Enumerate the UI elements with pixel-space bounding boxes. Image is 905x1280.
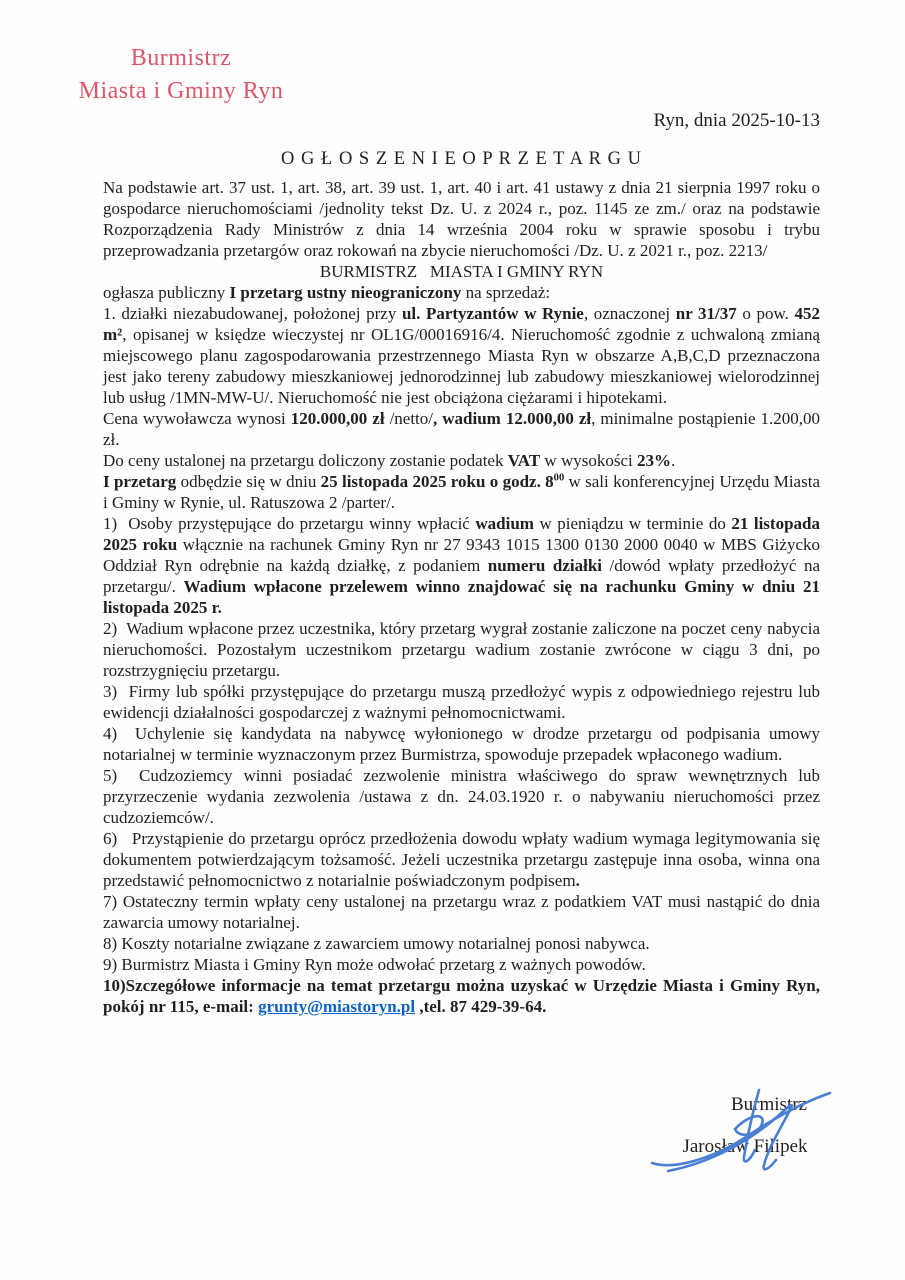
text-run: , oznaczonej: [583, 304, 676, 323]
superscript-text: 00: [553, 472, 565, 484]
text-run: Szczegółowe informacje na temat przetargu można uzyskać w Urzędzie Miasta i Gminy Ryn, pokój nr 115, e-mail:: [103, 976, 820, 1016]
document-paragraph: [103, 177, 820, 261]
text-run: Wadium wpłacone przelewem winno znajdować się na rachunku Gminy w dniu 21 listopada 2025 r.: [103, 577, 820, 617]
text-run: BURMISTRZ MIASTA I GMINY RYN: [319, 262, 604, 281]
document-paragraph: [103, 975, 820, 1017]
document-paragraph: [103, 765, 820, 828]
document-paragraph: [103, 471, 820, 513]
text-run: w wysokości: [540, 451, 637, 470]
text-run: 21 listopada 2025 roku: [103, 514, 820, 554]
text-run: włącznie na rachunek Gminy Ryn nr 27 9343 1015 1300 0130 2000 0040 w MBS Giżycko Oddział Ryn odrębnie na każdą działkę, z podaniem: [103, 535, 820, 575]
text-run: o pow.: [736, 304, 795, 323]
text-run: 1. działki niezabudowanej, położonej przy: [103, 304, 402, 323]
text-run: wadium: [475, 514, 534, 533]
text-run: ul. Partyzantów w Rynie: [401, 304, 584, 323]
document-body: [103, 177, 820, 1017]
text-run: 6) Przystąpienie do przetargu oprócz przedłożenia dowodu wpłaty wadium wymaga legitymowania się dokumentem potwierdzającym tożsamość. Jeżeli uczestnika przetargu zastępuje inna osoba, winna ona przedstawić pełnomocnictwo z notarialnie poświadczonym podpisem: [103, 829, 820, 890]
text-run: 5) Cudzoziemcy winni posiadać zezwolenie ministra właściwego do spraw wewnętrznych lub przyrzeczenie wydania zezwolenia /ustawa z dn. 24.03.1920 r. o nabywaniu nieruchomości przez cudzoziemców/.: [103, 766, 820, 827]
text-run: 10): [103, 976, 126, 995]
text-run: 4) Uchylenie się kandydata na nabywcę wyłonionego w drodze przetargu od podpisania umowy notarialnej w terminie wyznaczonym przez Burmistrza, spowoduje przepadek wpłaconego wadium.: [103, 724, 820, 764]
text-run: 8) Koszty notarialne związane z zawarciem umowy notarialnej ponosi nabywca.: [103, 934, 650, 953]
text-run: .: [670, 451, 676, 470]
document-paragraph: [103, 828, 820, 891]
text-run: 452 m²: [103, 304, 820, 344]
document-title: O G Ł O S Z E N I E O P R Z E T A R G U: [281, 149, 642, 169]
text-run: odbędzie się w dniu: [176, 472, 321, 491]
text-run: 120.000,00 zł: [290, 409, 385, 428]
signature-role: Burmistrz: [731, 1094, 807, 1115]
text-run: w sali konferencyjnej Urzędu Miasta i Gminy w Rynie, ul. Ratuszowa 2 /parter/.: [103, 472, 820, 512]
text-run: w pieniądzu w terminie do: [533, 514, 732, 533]
date-line: Ryn, dnia 2025-10-13: [653, 110, 820, 131]
text-run: 25 listopada 2025 roku o godz. 8: [320, 472, 554, 491]
document-paragraph: [103, 723, 820, 765]
document-paragraph: [103, 261, 820, 282]
letterhead-line2: Miasta i Gminy Ryn: [78, 78, 284, 104]
document-paragraph: [103, 933, 820, 954]
text-run: numeru działki: [487, 556, 603, 575]
text-run: na sprzedaż:: [461, 283, 551, 302]
document-paragraph: [103, 513, 820, 618]
text-run: , minimalne postąpienie 1.200,00 zł.: [103, 409, 820, 449]
letterhead-line1: Burmistrz: [130, 45, 232, 71]
text-run: nr 31/37: [675, 304, 737, 323]
document-content: [103, 0, 820, 1017]
text-run: 23%: [636, 451, 671, 470]
text-run: 7) Ostateczny termin wpłaty ceny ustalonej na przetargu wraz z podatkiem VAT musi nastąpić do dnia zawarcia umowy notarialnej.: [103, 892, 820, 932]
text-run: 9) Burmistrz Miasta i Gminy Ryn może odwołać przetarg z ważnych powodów.: [103, 955, 646, 974]
document-paragraph: [103, 450, 820, 471]
text-run: VAT: [507, 451, 541, 470]
text-run: .: [575, 871, 580, 890]
text-run: ogłasza publiczny: [103, 283, 230, 302]
email-link[interactable]: grunty@miastoryn.pl: [258, 997, 416, 1016]
text-run: ,tel. 87 429-39-64.: [415, 997, 547, 1016]
document-paragraph: [103, 282, 820, 303]
text-run: 3) Firmy lub spółki przystępujące do przetargu muszą przedłożyć wypis z odpowiedniego rejestru lub ewidencji działalności gospodarczej z ważnymi pełnomocnictwami.: [103, 682, 820, 722]
text-run: , opisanej w księdze wieczystej nr OL1G/00016916/4. Nieruchomość zgodnie z uchwaloną zmianą miejscowego planu zagospodarowania przestrzennego Miasta Ryn w obszarze A,B,C,D przeznaczona jest jako tereny zabudowy mieszkaniowej jednorodzinnej lub zabudowy mieszkaniowej wielorodzinnej lub usług /1MN-MW-U/. Nieruchomość nie jest obciążona ciężarami i hipotekami.: [103, 325, 820, 407]
document-paragraph: [103, 618, 820, 681]
text-run: Do ceny ustalonej na przetargu doliczony zostanie podatek: [103, 451, 508, 470]
text-run: I przetarg ustny nieograniczony: [229, 283, 462, 302]
document-paragraph: [103, 891, 820, 933]
text-run: /dowód wpłaty przedłożyć na przetargu/.: [103, 556, 820, 596]
text-run: , wadium 12.000,00 zł: [433, 409, 592, 428]
document-paragraph: [103, 681, 820, 723]
text-run: 1) Osoby przystępujące do przetargu winny wpłacić: [103, 514, 476, 533]
document-paragraph: [103, 954, 820, 975]
text-run: I przetarg: [103, 472, 177, 491]
text-run: /netto/: [384, 409, 434, 428]
text-run: 2) Wadium wpłacone przez uczestnika, który przetarg wygrał zostanie zaliczone na poczet ceny nabycia nieruchomości. Pozostałym uczestnikom przetargu wadium zostanie zwrócone w ciągu 3 dni, po rozstrzygnięciu przetargu.: [103, 619, 820, 680]
text-run: Na podstawie art. 37 ust. 1, art. 38, art. 39 ust. 1, art. 40 i art. 41 ustawy z dnia 21 sierpnia 1997 roku o gospodarce nieruchomościami /jednolity tekst Dz. U. z 2024 r., poz. 1145 ze zm./ oraz na podstawie Rozporządzenia Rady Ministrów z dnia 14 września 2004 roku w sprawie sposobu i trybu przeprowadzania przetargów oraz rokowań na zbycie nieruchomości /Dz. U. z 2021 r., poz. 2213/: [103, 178, 820, 260]
signature-name: Jarosław Filipek: [682, 1136, 808, 1157]
document-paragraph: [103, 408, 820, 450]
text-run: Cena wywoławcza wynosi: [103, 409, 291, 428]
document-paragraph: [103, 303, 820, 408]
